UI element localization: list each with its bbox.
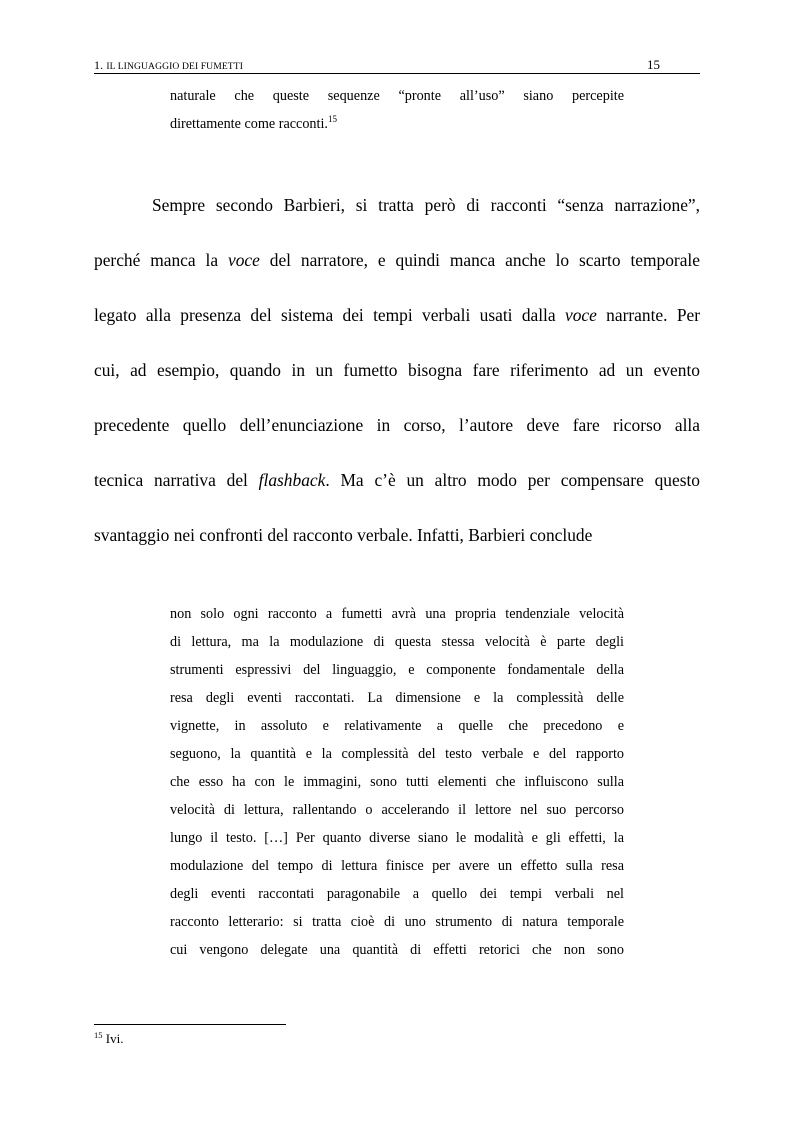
quote-line: cui vengono delegate una quantità di effetti retorici che non sono [170, 942, 624, 958]
footnote [94, 1031, 123, 1047]
quote-line: modulazione del tempo di lettura finisce per avere un effetto sulla resa [170, 858, 624, 874]
body-line [94, 302, 700, 357]
footnote-reference: 15 [327, 114, 337, 124]
quote-line: seguono, la quantità e la complessità del testo verbale e del rapporto [170, 746, 624, 762]
quote-line: degli eventi raccontati paragonabile a quello dei tempi verbali nel [170, 886, 624, 902]
quote-line: vignette, in assoluto e relativamente a quelle che precedono e [170, 718, 624, 734]
quote-line: racconto letterario: si tratta cioè di uno strumento di natura temporale [170, 914, 624, 930]
chapter-number: 1. [94, 58, 104, 72]
italic-term: voce [564, 305, 597, 325]
body-line: precedente quello dell’enunciazione in corso, l’autore deve fare ricorso alla [94, 415, 700, 435]
block-quote [170, 604, 624, 968]
body-line: Sempre secondo Barbieri, si tratta però di racconti “senza narrazione”, [152, 195, 700, 215]
quote-line: che esso ha con le immagini, sono tutti elementi che influiscono sulla [170, 774, 624, 790]
body-line [94, 247, 700, 302]
body-text: . Ma c’è un altro modo per compensare questo [325, 470, 700, 490]
quote-line-text: direttamente come racconti. [170, 116, 328, 132]
body-text: perché manca la [94, 250, 219, 270]
quote-line: strumenti espressivi del linguaggio, e componente fondamentale della [170, 662, 624, 678]
footnote-rule [94, 1024, 286, 1025]
quote-line: non solo ogni racconto a fumetti avrà una propria tendenziale velocità [170, 606, 624, 622]
body-paragraph [94, 192, 700, 577]
body-text: tecnica narrativa del [94, 470, 248, 490]
body-text: del narratore, e quindi manca anche lo scarto temporale [269, 250, 700, 270]
quote-line: di lettura, ma la modulazione di questa stessa velocità è parte degli [170, 634, 624, 650]
page-number: 15 [647, 57, 660, 72]
footnote-text: Ivi. [105, 1031, 124, 1046]
body-line: svantaggio nei confronti del racconto verbale. Infatti, Barbieri conclude [94, 525, 593, 545]
chapter-title: IL LINGUAGGIO DEI FUMETTI [106, 61, 244, 72]
header-rule [94, 73, 700, 74]
body-text: legato alla presenza del sistema dei tempi verbali usati dalla [94, 305, 556, 325]
body-text: narrante. Per [606, 305, 700, 325]
running-head [94, 57, 700, 73]
italic-term: flashback [258, 470, 326, 490]
italic-term: voce [227, 250, 260, 270]
quote-line: velocità di lettura, rallentando o accelerando il lettore nel suo percorso [170, 802, 624, 818]
footnote-number: 15 [94, 1030, 103, 1040]
quote-line [170, 114, 624, 142]
block-quote-continued [170, 86, 624, 142]
quote-line: lungo il testo. […] Per quanto diverse siano le modalità e gli effetti, la [170, 830, 624, 846]
body-line [94, 467, 700, 522]
body-line: cui, ad esempio, quando in un fumetto bisogna fare riferimento ad un evento [94, 360, 700, 380]
quote-line: naturale che queste sequenze “pronte all’uso” siano percepite [170, 88, 624, 104]
quote-line: resa degli eventi raccontati. La dimensione e la complessità delle [170, 690, 624, 706]
